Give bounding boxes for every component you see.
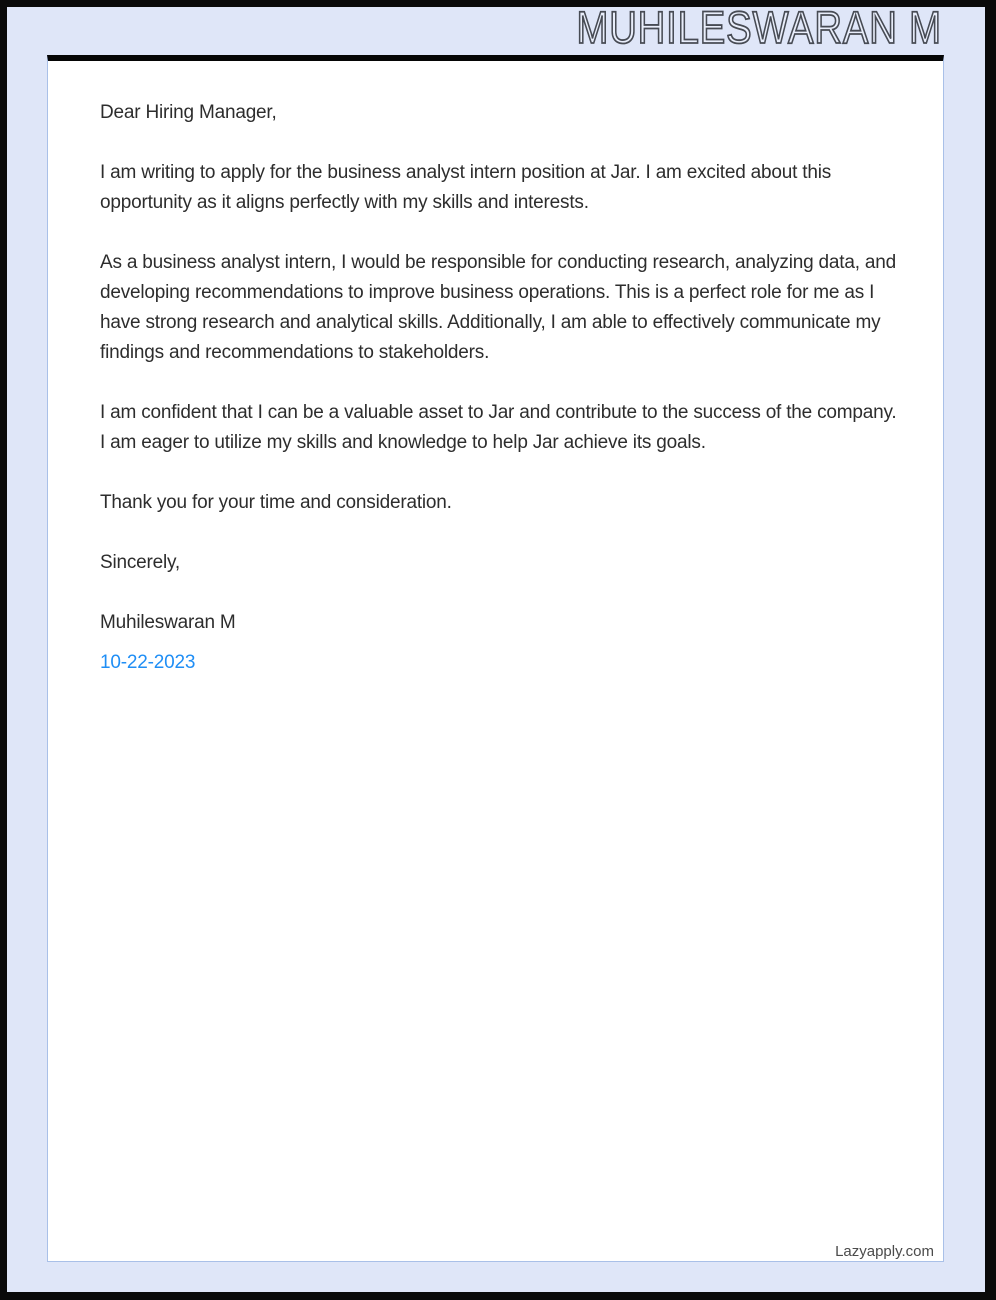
date-link[interactable]: 10-22-2023 xyxy=(100,652,196,673)
letter-paragraph: I am confident that I can be a valuable asset to Jar and contribute to the success of the company. I am eager to utilize my skills and knowledge to help Jar achieve its goals. xyxy=(100,402,897,453)
letter-paragraph: As a business analyst intern, I would be responsible for conducting research, analyzing data, and developing recommendations to improve business operations. This is a perfect role for me as I have strong research and analytical skills. Additionally, I am able to effectively communicate my findings and recommendations to stakeholders. xyxy=(100,252,896,363)
letterhead-name: MUHILESWARAN M xyxy=(576,2,942,53)
salutation: Dear Hiring Manager, xyxy=(100,102,277,123)
letter-body xyxy=(48,61,943,678)
branding-watermark: Lazyapply.com xyxy=(835,1243,934,1260)
letter-paragraph: I am writing to apply for the business analyst intern position at Jar. I am excited about this opportunity as it aligns perfectly with my skills and interests. xyxy=(100,162,832,213)
closing: Sincerely, xyxy=(100,552,181,573)
letter-page xyxy=(47,55,944,1262)
letter-paragraph: Thank you for your time and consideration. xyxy=(100,492,452,513)
signature-name: Muhileswaran M xyxy=(100,612,236,633)
